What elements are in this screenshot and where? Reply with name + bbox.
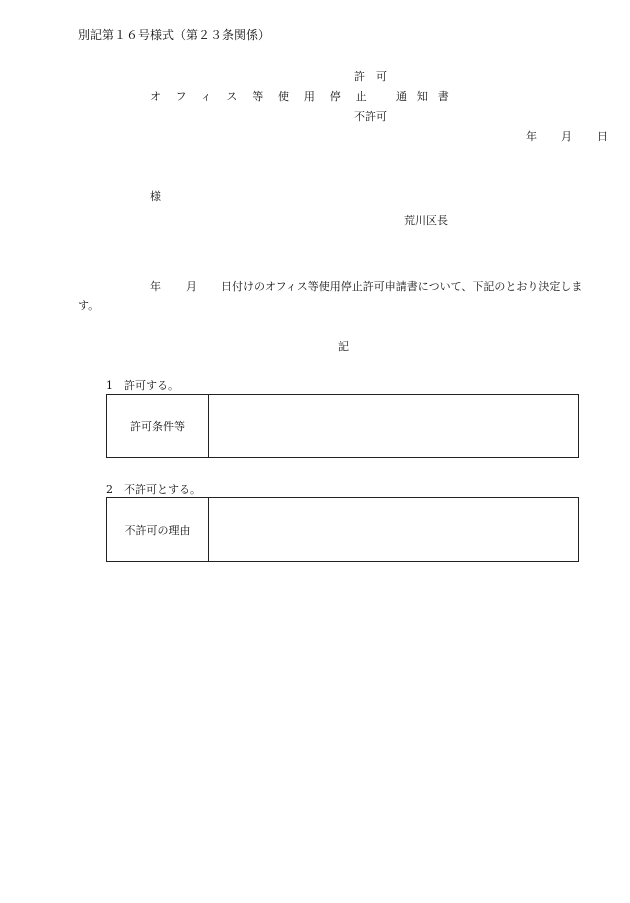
- nonpermit-reason-label: 不許可の理由: [107, 498, 209, 561]
- notice-title-main: オフィス等使用停止: [150, 90, 382, 103]
- nonpermit-reason-table: [106, 497, 579, 562]
- note-heading: 記: [338, 340, 349, 353]
- form-number: 別記第１６号様式（第２３条関係）: [78, 28, 271, 42]
- body-month-label: 月: [186, 280, 197, 293]
- notice-title-suffix: 通知書: [396, 90, 459, 103]
- permit-conditions-table: [106, 394, 579, 458]
- section-permit-heading: 1 許可する。: [106, 379, 179, 392]
- nonpermit-option-label: 不許可: [354, 110, 387, 123]
- issuer-name: 荒川区長: [404, 214, 448, 227]
- date-month-label: 月: [561, 130, 572, 143]
- body-year-label: 年: [150, 280, 161, 293]
- body-line1-text: 日付けのオフィス等使用停止許可申請書について、下記のとおり決定しま: [221, 280, 583, 293]
- permit-conditions-label: 許可条件等: [107, 395, 209, 457]
- addressee-honorific: 様: [150, 190, 161, 203]
- permit-conditions-field[interactable]: [209, 395, 578, 457]
- section-nonpermit-heading: 2 不許可とする。: [106, 483, 201, 496]
- date-year-label: 年: [526, 130, 537, 143]
- body-line2-text: す。: [78, 299, 100, 312]
- date-day-label: 日: [597, 130, 608, 143]
- nonpermit-reason-field[interactable]: [209, 498, 578, 561]
- permit-option-label: 許 可: [354, 70, 387, 83]
